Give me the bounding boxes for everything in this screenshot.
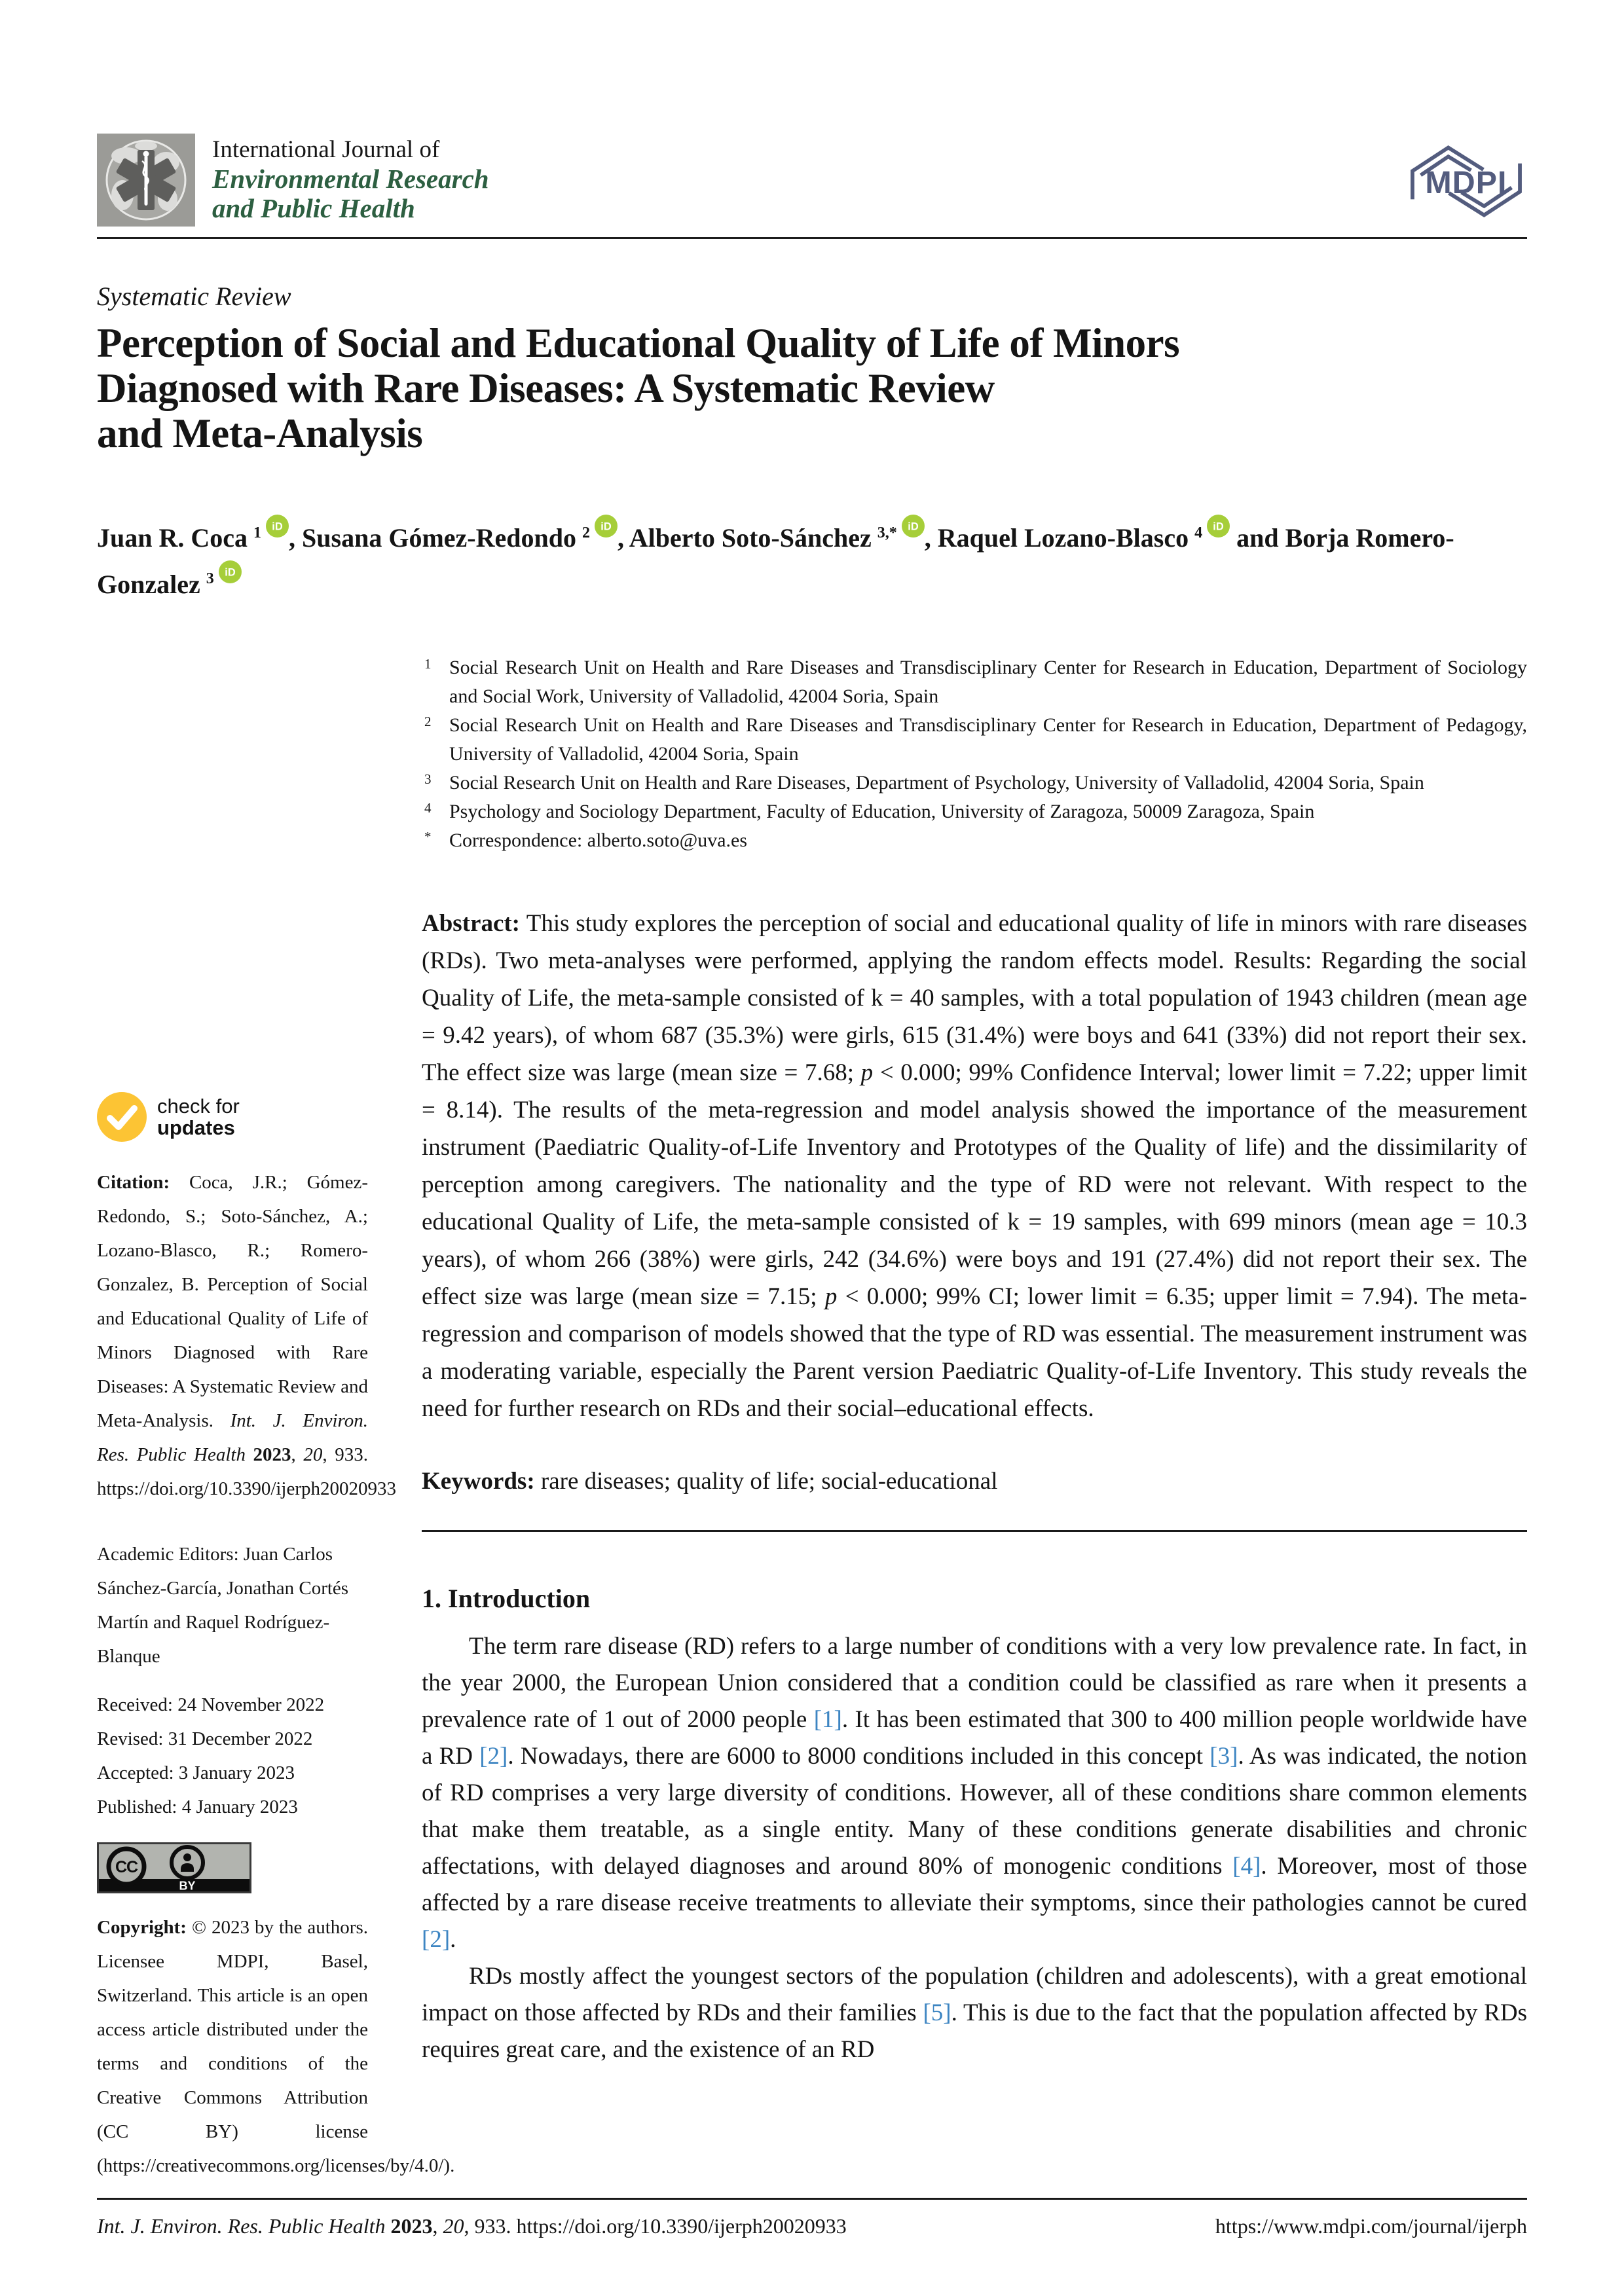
- check-for-updates-label: check for updates: [157, 1094, 240, 1139]
- cc-by-license-badge[interactable]: [97, 1842, 251, 1893]
- author-affiliation-sup: 4: [1194, 524, 1203, 541]
- author: [302, 520, 629, 553]
- abstract: Abstract: This study explores the perception of social and educational quality of life in minors with rare diseases (RDs). Two meta-analyses were performed, applying the random effects model. Results: Regarding the social Quality of Life, the meta-sample consisted of k = 40 samples, with a total population of 1943 children (mean age = 9.42 years), of whom 687 (35.3%) were girls, 615 (31.4%) were boys and 641 (33%) did not report their sex. The effect size was large (mean size = 7.68; p < 0.000; 99% Confidence Interval; lower limit = 7.22; upper limit = 8.14). The results of the meta-regression and model analysis showed the importance of the measurement instrument (Paediatric Quality-of-Life Inventory and Prototypes of the Quality of life) and the dissimilarity of perception among caregivers. The nationality and the type of RD were not relevant. With respect to the educational Quality of Life, the meta-sample consisted of k = 19 samples, with 699 minors (mean age = 10.3 years), of whom 266 (38%) were girls, 242 (34.6%) were boys and 191 (27.4%) did not report their sex. The effect size was large (mean size = 7.15; p < 0.000; 99% CI; lower limit = 6.35; upper limit = 7.94). The meta-regression and comparison of models showed that the type of RD was essential. The measurement instrument was a moderating variable, especially the Parent version Paediatric Quality-of-Life Inventory. This study reveals the need for further research on RDs and their social–educational effects.: [422, 909, 1527, 1422]
- article-date-line: Revised: 31 December 2022: [97, 1728, 313, 1749]
- author-separator: ,: [924, 523, 938, 553]
- academic-editors: Academic Editors: Juan Carlos Sánchez-García, Jonathan Cortés Martín and Raquel Rodríguez-Blanque: [97, 1543, 349, 1667]
- orcid-icon[interactable]: [219, 560, 242, 583]
- author-separator: ,: [617, 523, 629, 553]
- keywords: Keywords: rare diseases; quality of life; social-educational: [422, 1467, 998, 1495]
- affiliation-text: Psychology and Sociology Department, Faculty of Education, University of Zaragoza, 50009 Zaragoza, Spain: [449, 800, 1315, 822]
- svg-text:iD: iD: [272, 520, 283, 533]
- article-title: [97, 321, 1527, 456]
- author-affiliation-sup: 2: [581, 524, 590, 541]
- svg-text:iD: iD: [600, 520, 612, 533]
- affiliation-item: [422, 826, 1527, 855]
- affiliation-number: *: [424, 828, 432, 845]
- affiliation-item: [422, 653, 1527, 711]
- page-footer: [97, 2198, 1527, 2238]
- svg-text:iD: iD: [1213, 520, 1224, 533]
- journal-name-line1: International Journal of: [212, 136, 440, 163]
- footer-journal-link[interactable]: https://www.mdpi.com/journal/ijerph: [1215, 2214, 1527, 2238]
- affiliation-number: 4: [424, 799, 432, 816]
- journal-name-line2: Environmental Research: [212, 164, 489, 194]
- intro-paragraph-2: RDs mostly affect the youngest sectors of the population (children and adolescents), with a great emotional impact on those affected by RDs and their families [5]. This is due to the fact that the population affected by RDs requires great care, and the existence of an RD: [422, 1962, 1528, 2063]
- svg-text:MDPI: MDPI: [1425, 165, 1507, 201]
- affiliation-item: [422, 769, 1527, 797]
- affiliation-number: 1: [424, 655, 432, 672]
- footer-doi-link[interactable]: https://doi.org/10.3390/ijerph20020933: [516, 2214, 847, 2238]
- orcid-icon[interactable]: [266, 515, 289, 538]
- affiliation-text: Social Research Unit on Health and Rare Diseases and Transdisciplinary Center for Research in Education, Department of Sociology and Social Work, University of Valladolid, 42004 Soria, Spain: [449, 656, 1527, 707]
- article-dates: [97, 1688, 368, 1824]
- author-name: Juan R. Coca: [97, 523, 248, 553]
- author-name: Alberto Soto-Sánchez: [629, 523, 872, 553]
- author-separator: and: [1230, 523, 1285, 553]
- affiliation-text: Correspondence: alberto.soto@uva.es: [449, 829, 747, 851]
- journal-globe-logo-icon: [97, 134, 195, 227]
- svg-text:iD: iD: [225, 566, 236, 579]
- author-separator: ,: [289, 523, 303, 553]
- front-matter-divider: [422, 1530, 1527, 1532]
- affiliation-number: 3: [424, 771, 432, 787]
- svg-text:iD: iD: [908, 520, 919, 533]
- author-affiliation-sup: 1: [253, 524, 262, 541]
- svg-text:BY: BY: [179, 1879, 196, 1893]
- article-body-column: [422, 653, 1527, 2183]
- article-title-line: and Meta-Analysis: [97, 410, 423, 456]
- affiliation-text: Social Research Unit on Health and Rare Diseases, Department of Psychology, University of Valladolid, 42004 Soria, Spain: [449, 771, 1424, 793]
- affiliation-number: 2: [424, 713, 432, 729]
- article-meta-sidebar: [97, 653, 455, 2183]
- article-title-line: Diagnosed with Rare Diseases: A Systematic Review: [97, 365, 995, 411]
- journal-identity: [97, 134, 489, 227]
- affiliation-text: Social Research Unit on Health and Rare Diseases and Transdisciplinary Center for Research in Education, Department of Pedagogy, University of Valladolid, 42004 Soria, Spain: [449, 714, 1527, 765]
- author-affiliation-sup: 3,*: [877, 524, 897, 541]
- crossmark-check-icon: [97, 1092, 147, 1142]
- author-name: Borja Romero-Gonzalez: [97, 523, 1454, 599]
- article-type-label: Systematic Review: [97, 282, 291, 311]
- journal-name-line3: and Public Health: [212, 193, 415, 223]
- check-for-updates-badge[interactable]: [97, 1092, 368, 1142]
- mdpi-logo-icon: [1405, 141, 1527, 221]
- article-date-line: Received: 24 November 2022: [97, 1694, 325, 1715]
- orcid-icon[interactable]: [595, 515, 618, 538]
- author-name: Susana Gómez-Redondo: [302, 523, 576, 553]
- svg-text:CC: CC: [115, 1857, 138, 1876]
- header-divider: [97, 237, 1527, 239]
- author: [97, 520, 303, 553]
- section-heading-introduction: 1. Introduction: [422, 1583, 591, 1613]
- affiliation-item: [422, 711, 1527, 769]
- author: [937, 520, 1285, 553]
- article-date-line: Published: 4 January 2023: [97, 1796, 298, 1817]
- author: [629, 520, 938, 553]
- author-list: [97, 513, 1527, 605]
- article-title-line: Perception of Social and Educational Quality of Life of Minors: [97, 320, 1180, 366]
- page-header: [97, 0, 1527, 227]
- copyright-notice: Copyright: © 2023 by the authors. Licensee MDPI, Basel, Switzerland. This article is an open access article distributed under the terms and conditions of the Creative Commons Attribution (CC BY) license (https://creativecommons.org/licenses/by/4.0/).: [97, 1916, 455, 2176]
- footer-citation: Int. J. Environ. Res. Public Health 2023, 20, 933. https://doi.org/10.3390/ijerph20020933: [97, 2214, 847, 2238]
- orcid-icon[interactable]: [902, 515, 925, 538]
- citation-block: Citation: Coca, J.R.; Gómez-Redondo, S.; Soto-Sánchez, A.; Lozano-Blasco, R.; Romero-Gonzalez, B. Perception of Social and Educational Quality of Life of Minors Diagnosed with Rare Diseases: A Systematic Review and Meta-Analysis. Int. J. Environ. Res. Public Health 2023, 20, 933. https://doi.org/10.3390/ijerph20020933: [97, 1171, 397, 1499]
- author-affiliation-sup: 3: [206, 570, 214, 588]
- journal-name: [212, 134, 489, 227]
- author-name: Raquel Lozano-Blasco: [937, 523, 1189, 553]
- intro-paragraph-1: The term rare disease (RD) refers to a large number of conditions with a very low prevalence rate. In fact, in the year 2000, the European Union considered that a condition could be classified as rare when it presents a prevalence rate of 1 out of 2000 people [1]. It has been estimated that 300 to 400 million people worldwide have a RD [2]. Nowadays, there are 6000 to 8000 conditions included in this concept [3]. As was indicated, the notion of RD comprises a very large diversity of conditions. However, all of these conditions share common elements that make them treatable, as a single entity. Many of these conditions generate disabilities and chronic affectations, with delayed diagnoses and around 80% of monogenic conditions [4]. Moreover, most of those affected by a rare disease receive treatments to alleviate their symptoms, since their pathologies cannot be cured [2].: [422, 1632, 1527, 1953]
- affiliation-list: [422, 653, 1527, 855]
- orcid-icon[interactable]: [1207, 515, 1230, 538]
- affiliation-item: [422, 797, 1527, 826]
- article-date-line: Accepted: 3 January 2023: [97, 1762, 295, 1783]
